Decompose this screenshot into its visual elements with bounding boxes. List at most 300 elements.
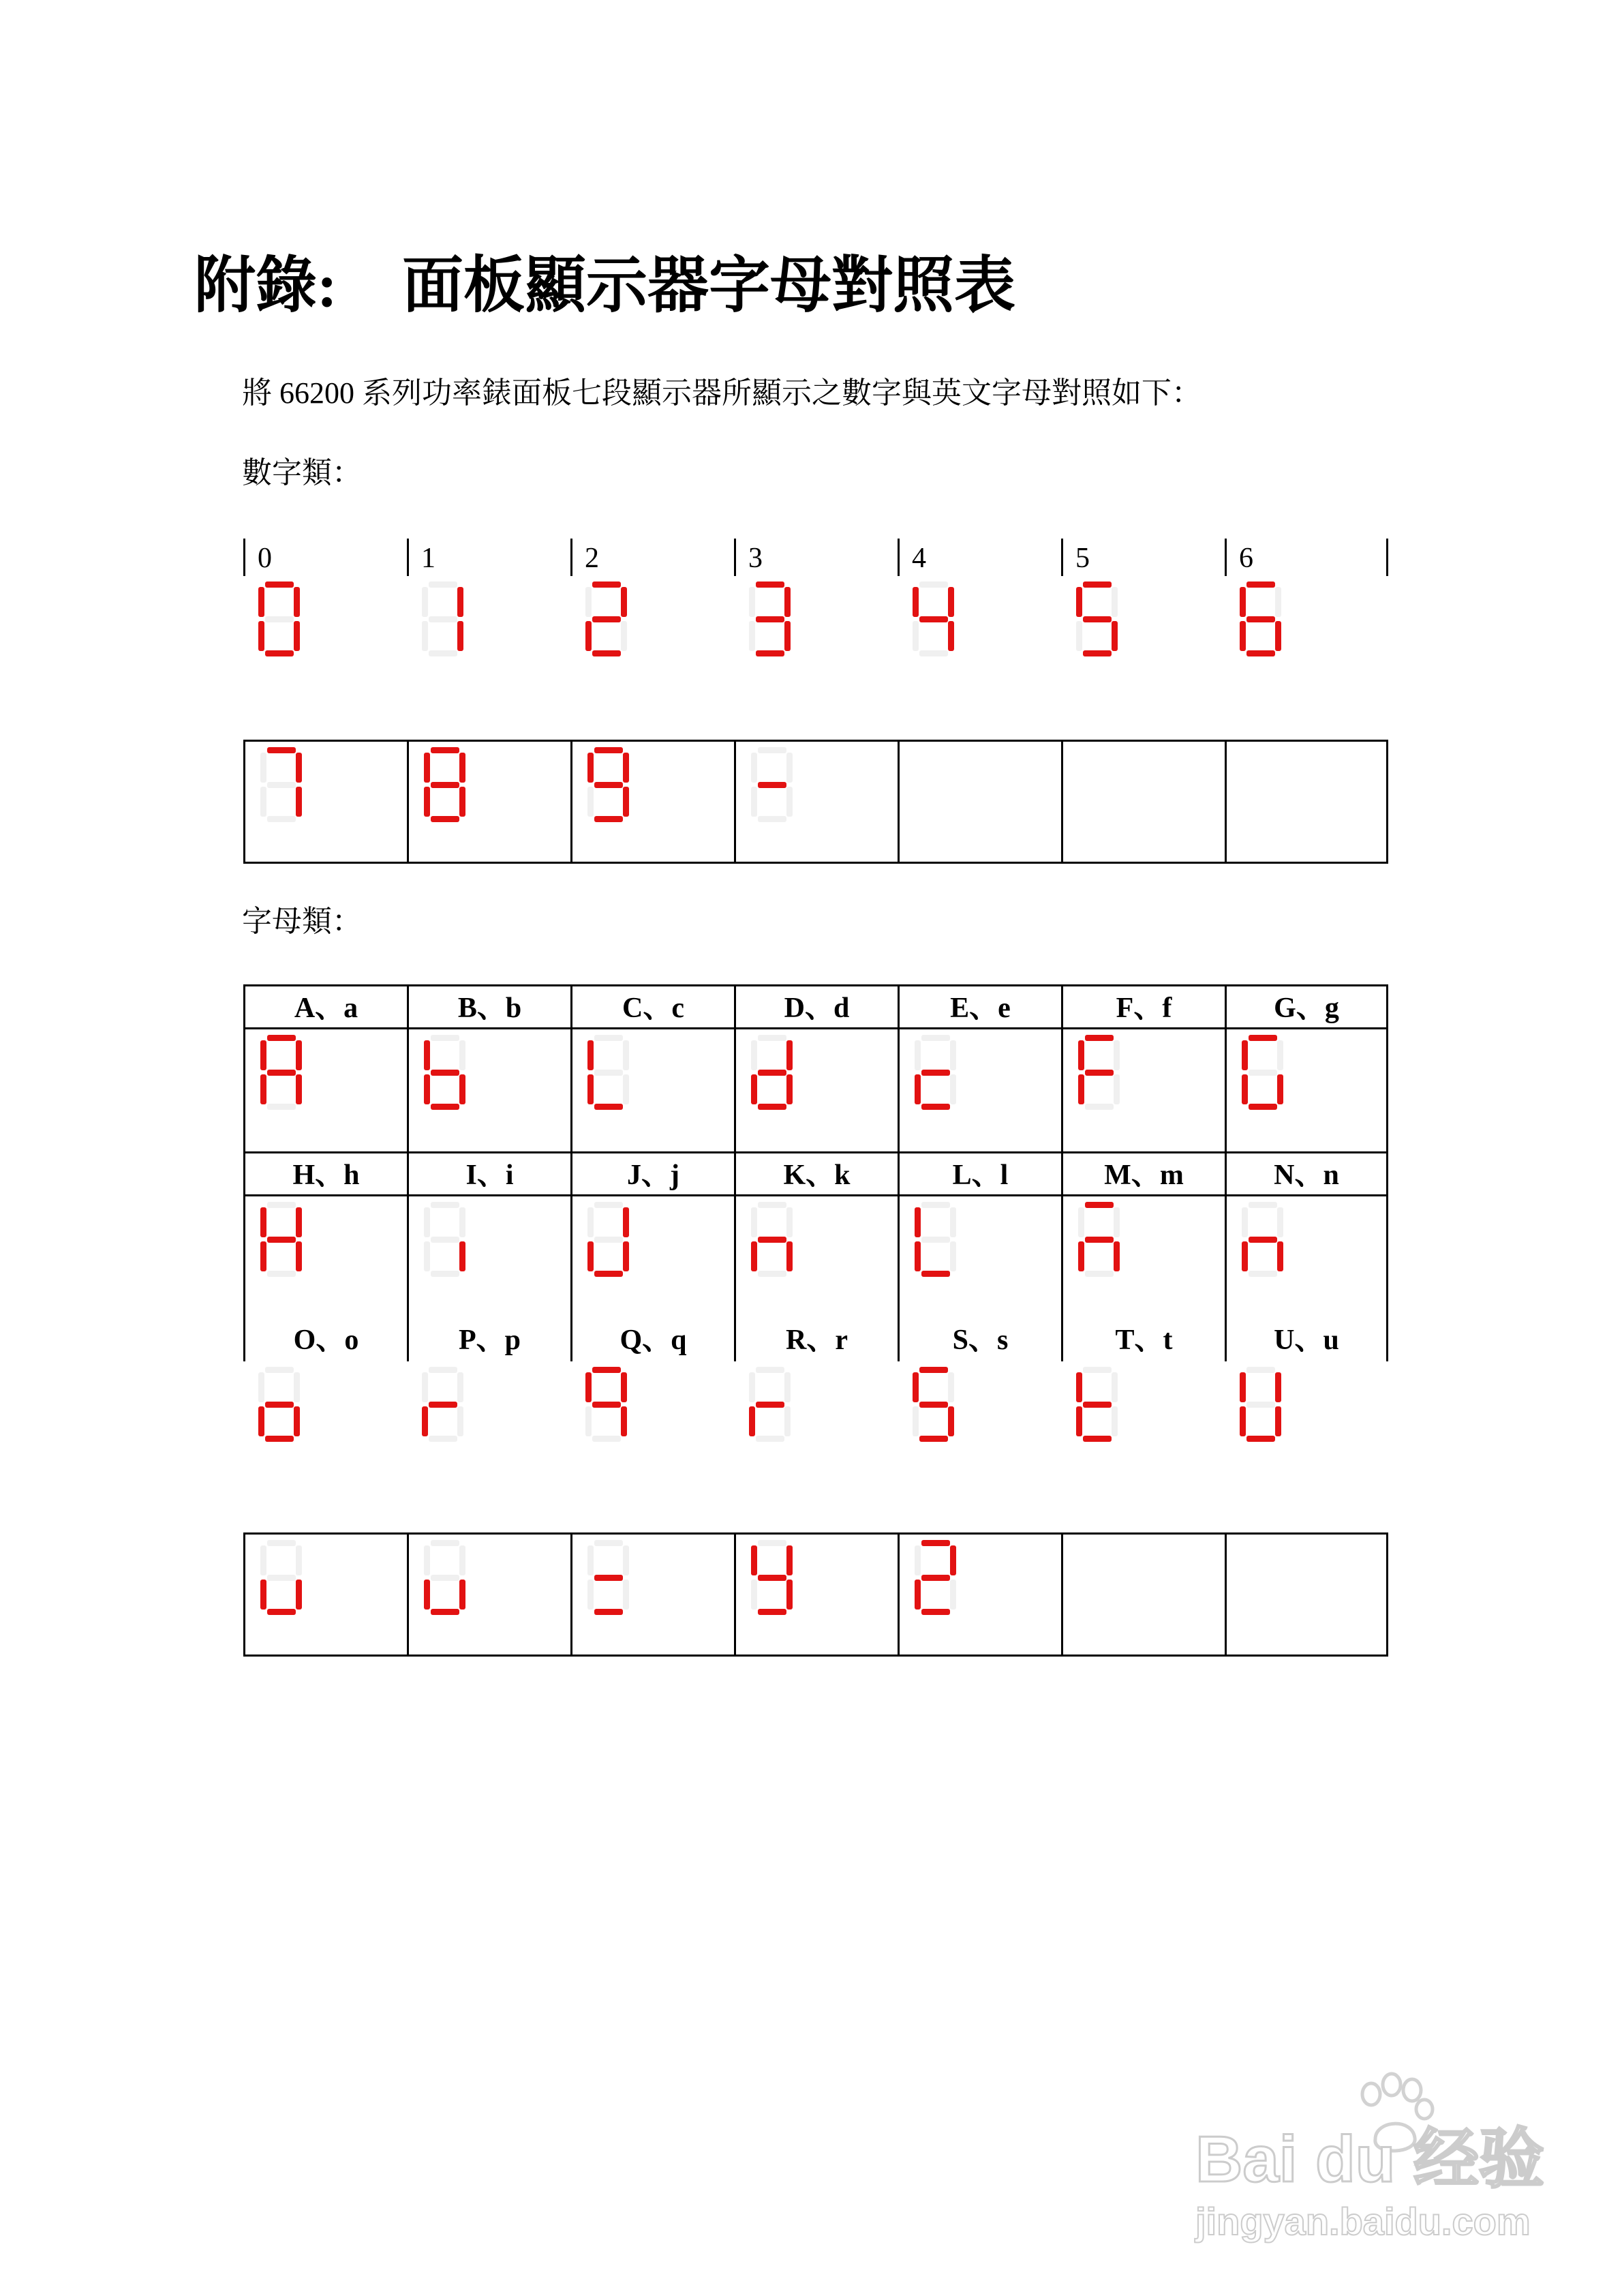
seven-seg-display bbox=[734, 740, 898, 864]
segment-g bbox=[267, 1070, 296, 1076]
seven-segment-glyph bbox=[1078, 1035, 1123, 1110]
seven-segment-glyph bbox=[1242, 1202, 1287, 1277]
letter-header: M、m bbox=[1061, 1151, 1225, 1194]
segment-a bbox=[267, 1540, 296, 1546]
seven-segment-glyph bbox=[260, 1202, 305, 1277]
segment-a bbox=[1085, 1035, 1114, 1041]
segment-f bbox=[424, 1040, 430, 1070]
segment-d bbox=[1246, 1436, 1275, 1442]
segment-b bbox=[786, 1545, 793, 1575]
segment-d bbox=[1085, 1104, 1114, 1110]
segment-b bbox=[786, 1040, 793, 1070]
segment-f bbox=[751, 1207, 757, 1237]
segment-a bbox=[756, 1367, 784, 1373]
segment-e bbox=[1076, 1406, 1082, 1436]
segment-e bbox=[260, 1580, 266, 1610]
segment-a bbox=[1083, 581, 1112, 588]
segment-e bbox=[749, 621, 755, 651]
segment-c bbox=[457, 1406, 463, 1436]
segment-d bbox=[758, 1104, 786, 1110]
segment-d bbox=[431, 1104, 459, 1110]
seven-segment-glyph bbox=[422, 581, 467, 656]
segment-g bbox=[921, 1070, 950, 1076]
segment-a bbox=[758, 1035, 786, 1041]
segment-c bbox=[621, 1406, 627, 1436]
segment-g bbox=[594, 1237, 623, 1243]
segment-c bbox=[294, 1406, 300, 1436]
segment-b bbox=[294, 587, 300, 617]
segment-a bbox=[919, 581, 948, 588]
seven-segment-glyph bbox=[751, 747, 796, 822]
letter-header: P、p bbox=[407, 1318, 570, 1361]
numbers-table-row2 bbox=[243, 740, 1388, 864]
letter-header: T、t bbox=[1061, 1318, 1225, 1361]
segment-g bbox=[1246, 1402, 1275, 1408]
digit-header: 0 bbox=[243, 539, 407, 576]
segment-e bbox=[1242, 1241, 1248, 1271]
segment-d bbox=[592, 650, 621, 656]
seven-seg-display bbox=[1225, 1194, 1388, 1318]
segment-g bbox=[265, 1402, 294, 1408]
segment-c bbox=[1275, 1406, 1281, 1436]
digit-header: 3 bbox=[734, 539, 898, 576]
segment-a bbox=[267, 1035, 296, 1041]
segment-b bbox=[1114, 1040, 1120, 1070]
empty-cell bbox=[1061, 1532, 1225, 1657]
letters-table bbox=[243, 984, 1388, 1485]
segment-b bbox=[948, 587, 954, 617]
seven-segment-glyph bbox=[751, 1035, 796, 1110]
segment-b bbox=[459, 753, 465, 783]
segment-c bbox=[296, 1074, 302, 1104]
segment-a bbox=[267, 747, 296, 753]
seven-seg-display bbox=[570, 1532, 734, 1657]
segment-d bbox=[919, 650, 948, 656]
segment-c bbox=[1277, 1241, 1283, 1271]
segment-a bbox=[758, 1540, 786, 1546]
segment-f bbox=[258, 1372, 264, 1402]
segment-c bbox=[296, 1580, 302, 1610]
seven-seg-display bbox=[407, 1194, 570, 1318]
digit-header: 2 bbox=[570, 539, 734, 576]
letter-header: U、u bbox=[1225, 1318, 1388, 1361]
segment-a bbox=[429, 1367, 457, 1373]
segment-g bbox=[594, 1575, 623, 1581]
seven-seg-display bbox=[243, 740, 407, 864]
segment-c bbox=[784, 621, 791, 651]
segment-f bbox=[751, 753, 757, 783]
segment-b bbox=[1112, 587, 1118, 617]
segment-d bbox=[1083, 1436, 1112, 1442]
seven-segment-glyph bbox=[915, 1540, 960, 1615]
segment-d bbox=[431, 1271, 459, 1277]
segment-a bbox=[921, 1540, 950, 1546]
segment-b bbox=[950, 1545, 956, 1575]
segment-g bbox=[758, 1237, 786, 1243]
segment-f bbox=[587, 1040, 594, 1070]
segment-g bbox=[1246, 616, 1275, 622]
segment-d bbox=[265, 1436, 294, 1442]
segment-b bbox=[457, 587, 463, 617]
seven-seg-display bbox=[570, 1361, 734, 1485]
segment-d bbox=[267, 1609, 296, 1615]
segment-c bbox=[1114, 1241, 1120, 1271]
segment-g bbox=[592, 1402, 621, 1408]
segment-e bbox=[751, 787, 757, 817]
seven-segment-glyph bbox=[587, 1540, 632, 1615]
segment-a bbox=[919, 1367, 948, 1373]
segment-g bbox=[265, 616, 294, 622]
letter-header: B、b bbox=[407, 984, 570, 1027]
segment-c bbox=[948, 1406, 954, 1436]
segment-d bbox=[594, 1104, 623, 1110]
segment-c bbox=[459, 1074, 465, 1104]
segment-d bbox=[267, 1271, 296, 1277]
seven-seg-display bbox=[570, 1194, 734, 1318]
segment-b bbox=[459, 1207, 465, 1237]
segment-c bbox=[950, 1580, 956, 1610]
segment-a bbox=[758, 747, 786, 753]
segment-e bbox=[258, 1406, 264, 1436]
segment-a bbox=[1085, 1202, 1114, 1208]
segment-e bbox=[1242, 1074, 1248, 1104]
seven-segment-glyph bbox=[422, 1367, 467, 1442]
segment-b bbox=[1275, 587, 1281, 617]
seven-segment-glyph bbox=[258, 1367, 303, 1442]
segment-b bbox=[623, 753, 629, 783]
segment-e bbox=[587, 787, 594, 817]
segment-f bbox=[1240, 587, 1246, 617]
seven-segment-glyph bbox=[587, 1202, 632, 1277]
seven-seg-display bbox=[734, 576, 898, 700]
letter-header: Q、q bbox=[570, 1318, 734, 1361]
segment-c bbox=[294, 621, 300, 651]
segment-b bbox=[1277, 1040, 1283, 1070]
segment-d bbox=[758, 816, 786, 822]
segment-f bbox=[587, 1545, 594, 1575]
segment-a bbox=[431, 747, 459, 753]
letter-header: S、s bbox=[898, 1318, 1061, 1361]
segment-g bbox=[431, 1237, 459, 1243]
segment-b bbox=[784, 587, 791, 617]
empty-cell bbox=[1061, 740, 1225, 864]
segment-d bbox=[1249, 1104, 1277, 1110]
segment-f bbox=[913, 587, 919, 617]
segment-g bbox=[756, 1402, 784, 1408]
seven-seg-display bbox=[570, 576, 734, 700]
letter-header: H、h bbox=[243, 1151, 407, 1194]
segment-d bbox=[921, 1609, 950, 1615]
segment-a bbox=[431, 1540, 459, 1546]
letter-header: F、f bbox=[1061, 984, 1225, 1027]
segment-d bbox=[594, 1609, 623, 1615]
segment-a bbox=[1083, 1367, 1112, 1373]
segment-b bbox=[950, 1040, 956, 1070]
letter-header: C、c bbox=[570, 984, 734, 1027]
letters-table-row4 bbox=[243, 1532, 1388, 1657]
segment-a bbox=[267, 1202, 296, 1208]
segment-d bbox=[429, 650, 457, 656]
segment-d bbox=[431, 816, 459, 822]
segment-g bbox=[594, 782, 623, 788]
seven-seg-display bbox=[407, 1361, 570, 1485]
segment-c bbox=[296, 787, 302, 817]
segment-g bbox=[594, 1070, 623, 1076]
segment-g bbox=[758, 782, 786, 788]
segment-d bbox=[758, 1609, 786, 1615]
segment-e bbox=[424, 1580, 430, 1610]
segment-b bbox=[623, 1040, 629, 1070]
watermark-url: jingyan.baidu.com bbox=[1195, 2200, 1531, 2243]
seven-seg-display bbox=[1061, 576, 1225, 700]
segment-b bbox=[1114, 1207, 1120, 1237]
segment-f bbox=[751, 1040, 757, 1070]
segment-g bbox=[1085, 1070, 1114, 1076]
segment-c bbox=[784, 1406, 791, 1436]
segment-c bbox=[457, 621, 463, 651]
segment-f bbox=[749, 1372, 755, 1402]
segment-b bbox=[459, 1545, 465, 1575]
seven-segment-glyph bbox=[749, 581, 794, 656]
segment-f bbox=[585, 587, 592, 617]
segment-b bbox=[621, 1372, 627, 1402]
segment-c bbox=[786, 1074, 793, 1104]
segment-c bbox=[1112, 621, 1118, 651]
segment-f bbox=[1242, 1207, 1248, 1237]
segment-a bbox=[594, 1202, 623, 1208]
segment-b bbox=[786, 1207, 793, 1237]
segment-c bbox=[623, 1074, 629, 1104]
seven-seg-display bbox=[1061, 1194, 1225, 1318]
seven-seg-display bbox=[243, 576, 407, 700]
segment-b bbox=[296, 1545, 302, 1575]
intro-paragraph: 將 66200 系列功率錶面板七段顯示器所顯示之數字與英文字母對照如下： bbox=[242, 376, 1202, 410]
segment-b bbox=[623, 1545, 629, 1575]
seven-segment-glyph bbox=[751, 1540, 796, 1615]
seven-seg-display bbox=[898, 1532, 1061, 1657]
segment-f bbox=[422, 587, 428, 617]
segment-e bbox=[260, 1241, 266, 1271]
segment-e bbox=[1240, 1406, 1246, 1436]
seven-seg-display bbox=[570, 740, 734, 864]
segment-c bbox=[459, 1241, 465, 1271]
segment-f bbox=[749, 587, 755, 617]
segment-b bbox=[948, 1372, 954, 1402]
seven-seg-display bbox=[243, 1532, 407, 1657]
seven-seg-display bbox=[243, 1027, 407, 1151]
segment-b bbox=[950, 1207, 956, 1237]
segment-b bbox=[296, 1207, 302, 1237]
segment-d bbox=[1085, 1271, 1114, 1277]
seven-segment-glyph bbox=[585, 581, 630, 656]
seven-segment-glyph bbox=[424, 1035, 469, 1110]
seven-seg-display bbox=[407, 1532, 570, 1657]
segment-c bbox=[786, 1241, 793, 1271]
segment-c bbox=[1112, 1406, 1118, 1436]
segment-d bbox=[921, 1271, 950, 1277]
segment-e bbox=[1076, 621, 1082, 651]
seven-segment-glyph bbox=[751, 1202, 796, 1277]
segment-c bbox=[459, 787, 465, 817]
title-prefix: 附錄: bbox=[194, 252, 337, 320]
segment-d bbox=[267, 1104, 296, 1110]
segment-g bbox=[431, 782, 459, 788]
segment-d bbox=[758, 1271, 786, 1277]
segment-f bbox=[424, 753, 430, 783]
seven-segment-glyph bbox=[585, 1367, 630, 1442]
seven-seg-display bbox=[1225, 576, 1388, 700]
segment-b bbox=[1112, 1372, 1118, 1402]
seven-segment-glyph bbox=[587, 1035, 632, 1110]
segment-g bbox=[921, 1575, 950, 1581]
segment-g bbox=[1085, 1237, 1114, 1243]
segment-e bbox=[1078, 1241, 1084, 1271]
seven-segment-glyph bbox=[1240, 1367, 1285, 1442]
segment-e bbox=[587, 1241, 594, 1271]
digit-header: 1 bbox=[407, 539, 570, 576]
segment-e bbox=[260, 787, 266, 817]
seven-segment-glyph bbox=[1240, 581, 1285, 656]
segment-e bbox=[424, 1241, 430, 1271]
seven-segment-glyph bbox=[260, 747, 305, 822]
segment-d bbox=[429, 1436, 457, 1442]
segment-f bbox=[260, 1545, 266, 1575]
segment-e bbox=[587, 1074, 594, 1104]
seven-segment-glyph bbox=[1076, 581, 1121, 656]
segment-e bbox=[913, 1406, 919, 1436]
baidu-watermark bbox=[1193, 2052, 1547, 2256]
seven-segment-glyph bbox=[424, 747, 469, 822]
seven-segment-glyph bbox=[915, 1035, 960, 1110]
segment-c bbox=[621, 621, 627, 651]
segment-g bbox=[431, 1070, 459, 1076]
segment-c bbox=[950, 1074, 956, 1104]
segment-f bbox=[422, 1372, 428, 1402]
letter-header: I、i bbox=[407, 1151, 570, 1194]
segment-f bbox=[915, 1040, 921, 1070]
segment-f bbox=[424, 1207, 430, 1237]
segment-a bbox=[921, 1035, 950, 1041]
seven-seg-display bbox=[898, 576, 1061, 700]
empty-cell bbox=[1225, 740, 1388, 864]
segment-c bbox=[623, 1241, 629, 1271]
segment-b bbox=[296, 753, 302, 783]
segment-a bbox=[594, 1540, 623, 1546]
seven-seg-display bbox=[407, 740, 570, 864]
segment-d bbox=[592, 1436, 621, 1442]
segment-d bbox=[1246, 650, 1275, 656]
segment-d bbox=[756, 650, 784, 656]
segment-f bbox=[1240, 1372, 1246, 1402]
segment-g bbox=[919, 1402, 948, 1408]
segment-d bbox=[921, 1104, 950, 1110]
seven-segment-glyph bbox=[424, 1540, 469, 1615]
segment-g bbox=[429, 1402, 457, 1408]
segment-e bbox=[751, 1241, 757, 1271]
segment-a bbox=[1246, 581, 1275, 588]
segment-b bbox=[296, 1040, 302, 1070]
seven-segment-glyph bbox=[424, 1202, 469, 1277]
segment-d bbox=[1083, 650, 1112, 656]
segment-c bbox=[786, 787, 793, 817]
seven-seg-display bbox=[1225, 1027, 1388, 1151]
segment-e bbox=[915, 1074, 921, 1104]
seven-segment-glyph bbox=[913, 1367, 958, 1442]
segment-e bbox=[585, 1406, 592, 1436]
seven-seg-display bbox=[1061, 1027, 1225, 1151]
segment-e bbox=[751, 1580, 757, 1610]
segment-g bbox=[1249, 1070, 1277, 1076]
letter-header: E、e bbox=[898, 984, 1061, 1027]
segment-a bbox=[592, 1367, 621, 1373]
segment-g bbox=[921, 1237, 950, 1243]
segment-c bbox=[296, 1241, 302, 1271]
segment-c bbox=[623, 787, 629, 817]
segment-g bbox=[267, 1237, 296, 1243]
segment-f bbox=[587, 1207, 594, 1237]
seven-seg-display bbox=[407, 1027, 570, 1151]
seven-segment-glyph bbox=[913, 581, 958, 656]
segment-f bbox=[751, 1545, 757, 1575]
page-title bbox=[194, 252, 1015, 320]
segment-d bbox=[756, 1436, 784, 1442]
letter-header: L、l bbox=[898, 1151, 1061, 1194]
seven-seg-display bbox=[1225, 1361, 1388, 1485]
segment-e bbox=[751, 1074, 757, 1104]
seven-seg-display bbox=[734, 1532, 898, 1657]
letter-header: R、r bbox=[734, 1318, 898, 1361]
seven-segment-glyph bbox=[260, 1540, 305, 1615]
segment-a bbox=[592, 581, 621, 588]
seven-seg-display bbox=[898, 1194, 1061, 1318]
segment-e bbox=[587, 1580, 594, 1610]
segment-e bbox=[749, 1406, 755, 1436]
segment-e bbox=[915, 1580, 921, 1610]
segment-a bbox=[265, 581, 294, 588]
letter-header: K、k bbox=[734, 1151, 898, 1194]
segment-f bbox=[1242, 1040, 1248, 1070]
seven-segment-glyph bbox=[1076, 1367, 1121, 1442]
segment-f bbox=[260, 1040, 266, 1070]
segment-b bbox=[784, 1372, 791, 1402]
letter-header: G、g bbox=[1225, 984, 1388, 1027]
seven-seg-display bbox=[570, 1027, 734, 1151]
segment-f bbox=[915, 1207, 921, 1237]
segment-g bbox=[429, 616, 457, 622]
segment-f bbox=[424, 1545, 430, 1575]
segment-d bbox=[919, 1436, 948, 1442]
segment-f bbox=[1076, 587, 1082, 617]
letter-header: J、j bbox=[570, 1151, 734, 1194]
segment-g bbox=[1083, 1402, 1112, 1408]
segment-d bbox=[594, 816, 623, 822]
segment-d bbox=[267, 816, 296, 822]
letter-header: N、n bbox=[1225, 1151, 1388, 1194]
segment-a bbox=[921, 1202, 950, 1208]
seven-segment-glyph bbox=[1078, 1202, 1123, 1277]
segment-g bbox=[1249, 1237, 1277, 1243]
seven-segment-glyph bbox=[587, 747, 632, 822]
segment-a bbox=[594, 747, 623, 753]
seven-segment-glyph bbox=[915, 1202, 960, 1277]
segment-d bbox=[265, 650, 294, 656]
seven-segment-glyph bbox=[260, 1035, 305, 1110]
segment-g bbox=[267, 1575, 296, 1581]
segment-f bbox=[1078, 1040, 1084, 1070]
segment-a bbox=[758, 1202, 786, 1208]
segment-e bbox=[424, 787, 430, 817]
letters-section-label: 字母類： bbox=[242, 905, 362, 938]
